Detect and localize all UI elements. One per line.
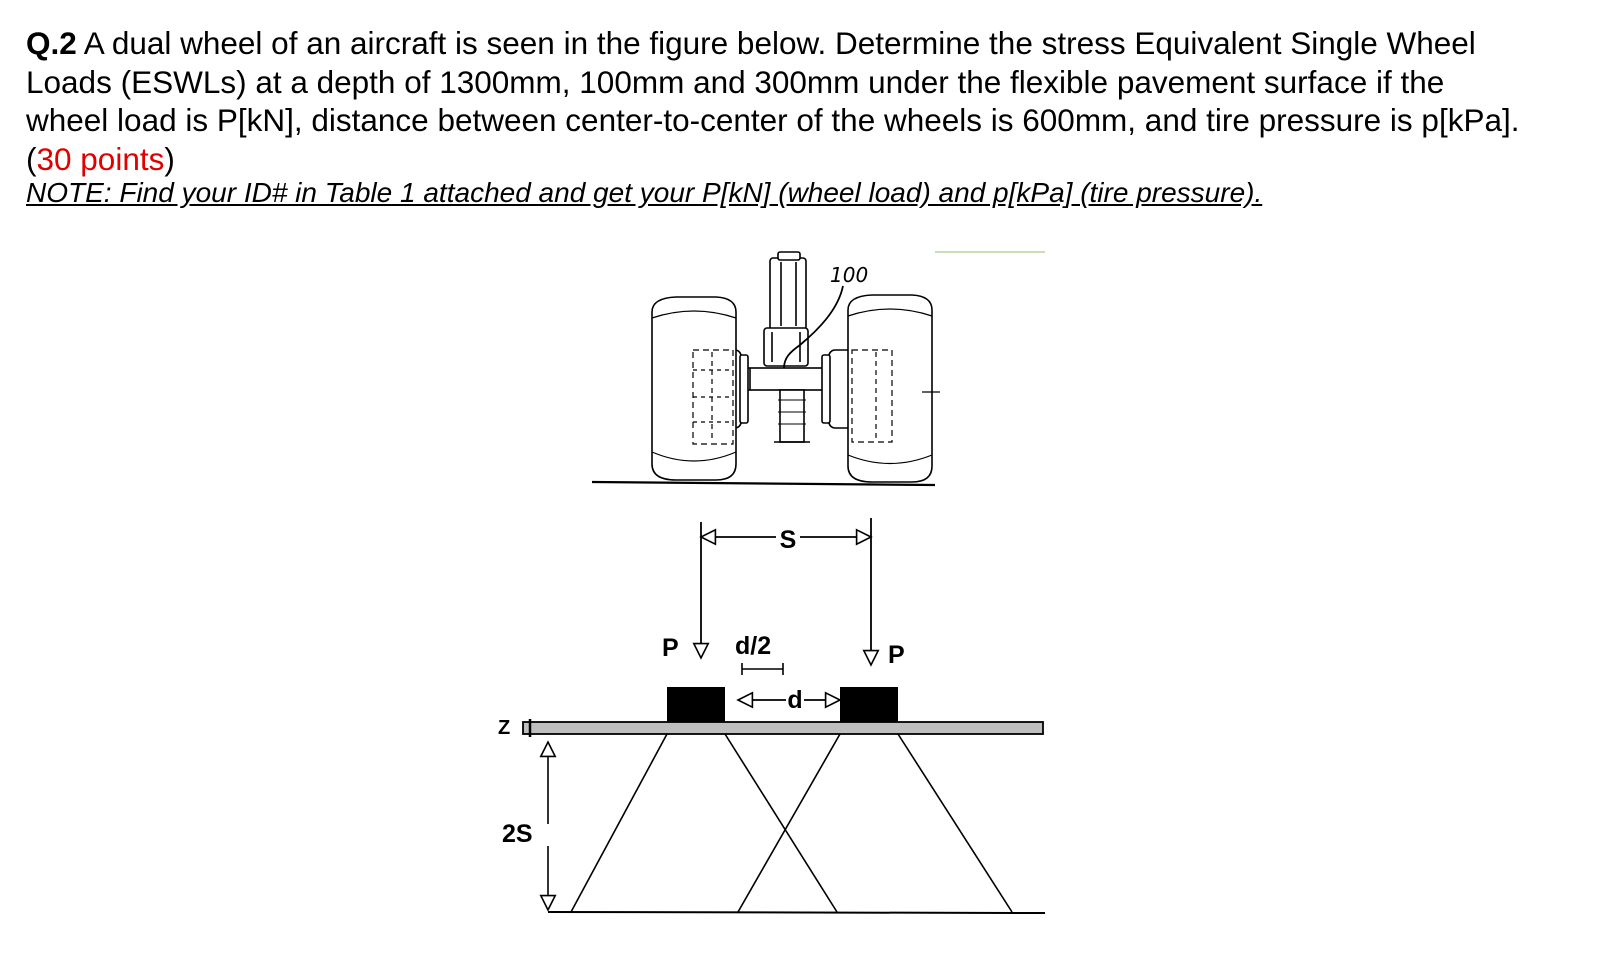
wheel-assembly-drawing [592,252,940,485]
points-value: 30 points [36,140,165,177]
handwritten-annotation: 100 [830,263,869,287]
left-tire [652,297,736,480]
half-width-label: d/2 [735,632,772,660]
stress-line-3 [738,734,840,912]
load-diagram [523,518,1045,913]
depth-line [548,912,1045,913]
note-text: NOTE: Find your ID# in Table 1 attached and get your P[kN] (wheel load) and p[kPa] (tire pressure). [26,177,1263,208]
right-contact-area [840,687,898,723]
right-tire [848,295,932,482]
question-close: ) [164,140,175,177]
question-number: Q.2 [26,25,77,61]
depth-label: 2S [502,820,533,848]
spacing-label: S [779,526,797,554]
width-label: d [787,686,803,714]
pavement-surface [523,722,1043,734]
stress-line-4 [898,734,1012,912]
strut-upper [770,258,806,330]
load-label-right: P [888,641,905,669]
fork-bottom [780,390,804,442]
load-label-left: P [662,634,679,662]
depth-axis-label: Z [498,717,511,739]
stress-line-2 [725,734,837,912]
left-contact-area [667,687,725,723]
question-body: A dual wheel of an aircraft is seen in the figure below. Determine the stress Equivalent Single Wheel Loads (ESWLs) at a depth of 1300mm, 100mm and 300mm under the flexible pavement surface if the wheel load is P[kN], distance between center-to-center of the wheels is 600mm, and tire pressure is p[kPa]. ( [26,25,1520,177]
stress-line-1 [571,734,667,912]
